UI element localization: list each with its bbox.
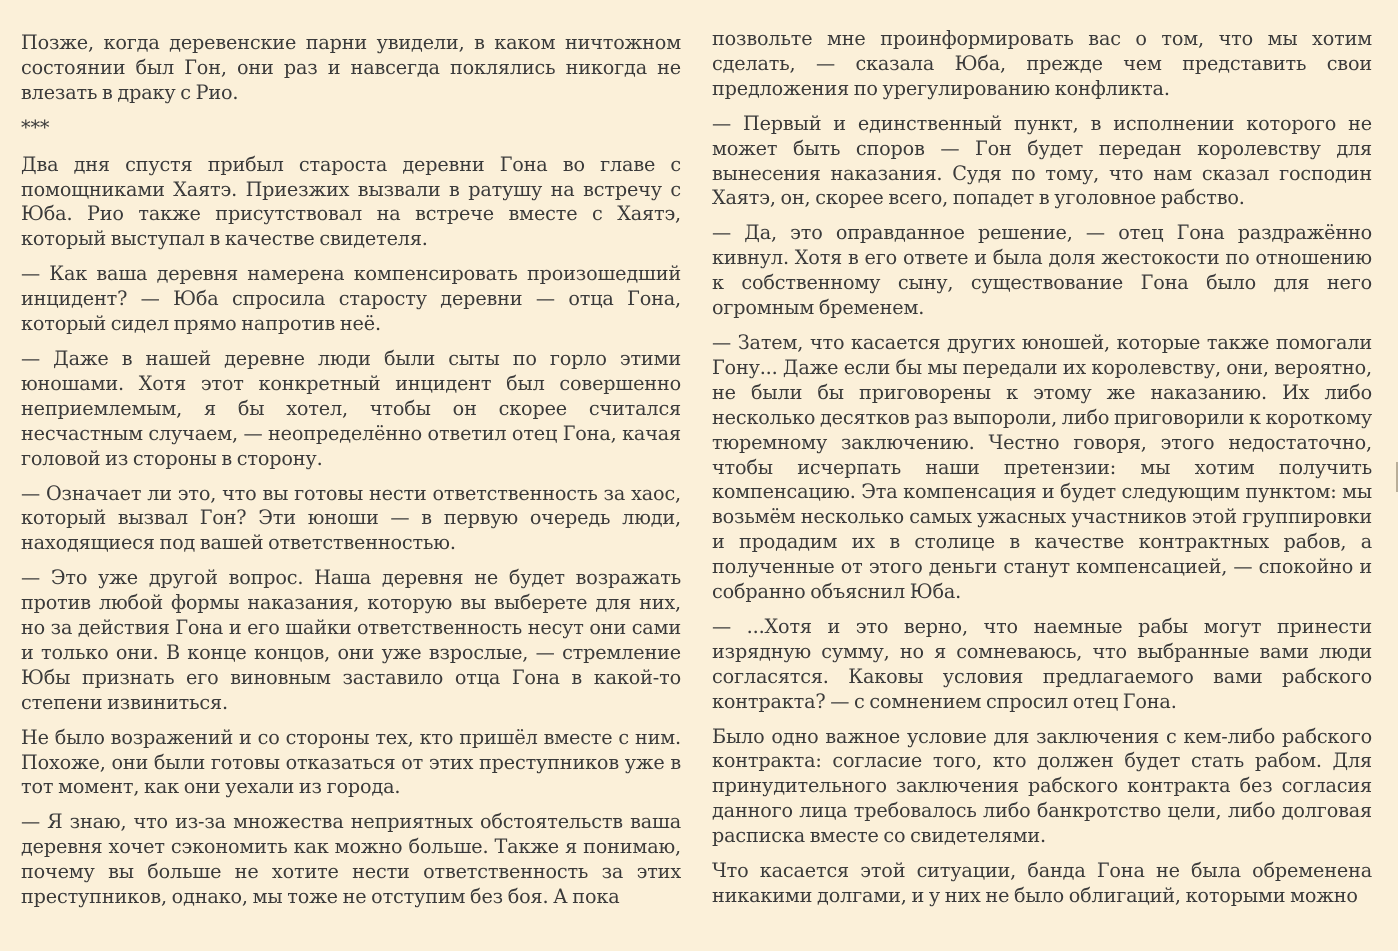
paragraph: Не было возражений и со стороны тех, кто пришёл вместе с ним. Похоже, они были готовы отказаться от этих преступников уже в тот момент, как они уехали из города. [21, 725, 681, 799]
paragraph: — Это уже другой вопрос. Наша деревня не будет возражать против любой формы наказания, которую вы выберете для них, но за действия Гона и его шайки ответственность несут они сами и только они. В конце концов, они уже взрослые, — стремление Юбы признать его виновным заставило отца Гона в какой-то степени извиниться. [21, 566, 681, 714]
paragraph: позвольте мне проинформировать вас о том, что мы хотим сделать, — сказала Юба, прежде чем представить свои предложения по урегулированию конфликта. [712, 27, 1372, 100]
paragraph: — Как ваша деревня намерена компенсировать произошедший инцидент? — Юба спросила старосту деревни — отца Гона, который сидел прямо напротив неё. [21, 262, 681, 336]
paragraph: — Означает ли это, что вы готовы нести ответственность за хаос, который вызвал Гон? Эти юноши — в первую очередь люди, находящиеся под вашей ответственностью. [21, 481, 681, 555]
paragraph: — Затем, что касается других юношей, которые также помогали Гону... Даже если бы мы передали их королевству, они, вероятно, не были бы приговорены к этому же наказанию. Их либо несколько десятков раз выпороли, либо приговорили к короткому тюремному заключению. Честно говоря, этого недостаточно, чтобы исчерпать наши претензии: мы хотим получить компенсацию. Эта компенсация и будет следующим пунктом: мы возьмём несколько самых ужасных участников этой группировки и продадим их в столице в качестве контрактных рабов, а полученные от этого деньги станут компенсацией, — спокойно и собранно объяснил Юба. [712, 330, 1372, 604]
paragraph: — ...Хотя и это верно, что наемные рабы могут принести изрядную сумму, но я сомневаюсь, что выбранные вами люди согласятся. Каковы условия предлагаемого вами рабского контракта? — с сомнением спросил отец Гона. [712, 614, 1372, 713]
left-column-text [21, 0, 681, 910]
left-column [21, 0, 681, 951]
paragraph: — Да, это оправданное решение, — отец Гона раздражённо кивнул. Хотя в его ответе и была доля жестокости по отношению к собственному сыну, существование Гона было для него огромным бременем. [712, 221, 1372, 320]
right-column-text [712, 0, 1372, 909]
paragraph: Что касается этой ситуации, банда Гона не была обременена никакими долгами, и у них не было облигаций, которыми можно [712, 859, 1372, 907]
paragraph: — Первый и единственный пункт, в исполнении которого не может быть споров — Гон будет передан королевству для вынесения наказания. Судя по тому, что нам сказал господин Хаятэ, он, скорее всего, попадет в уголовное рабство. [712, 111, 1372, 210]
right-column [712, 0, 1372, 951]
paragraph: Два дня спустя прибыл староста деревни Гона во главе с помощниками Хаятэ. Приезжих вызвали в ратушу на встречу с Юба. Рио также присутствовал на встрече вместе с Хаятэ, который выступал в качестве свидетеля. [21, 152, 681, 251]
paragraph: Было одно важное условие для заключения с кем-либо рабского контракта: согласие того, кто должен будет стать рабом. Для принудительного заключения рабского контракта без согласия данного лица требовалось либо банкротство цели, либо долговая расписка вместе со свидетелями. [712, 724, 1372, 848]
scene-separator: *** [21, 115, 50, 139]
paragraph: Позже, когда деревенские парни увидели, в каком ничтожном состоянии был Гон, они раз и навсегда поклялись никогда не влезать в драку с Рио. [21, 31, 681, 104]
paragraph: — Даже в нашей деревне люди были сыты по горло этими юношами. Хотя этот конкретный инцидент был совершенно неприемлемым, я бы хотел, чтобы он скорее считался несчастным случаем, — неопределённо ответил отец Гона, качая головой из стороны в сторону. [21, 346, 681, 470]
paragraph: — Я знаю, что из-за множества неприятных обстоятельств ваша деревня хочет сэкономить как можно больше. Также я понимаю, почему вы больше не хотите нести ответственность за этих преступников, однако, мы тоже не отступим без боя. А пока [21, 810, 681, 909]
